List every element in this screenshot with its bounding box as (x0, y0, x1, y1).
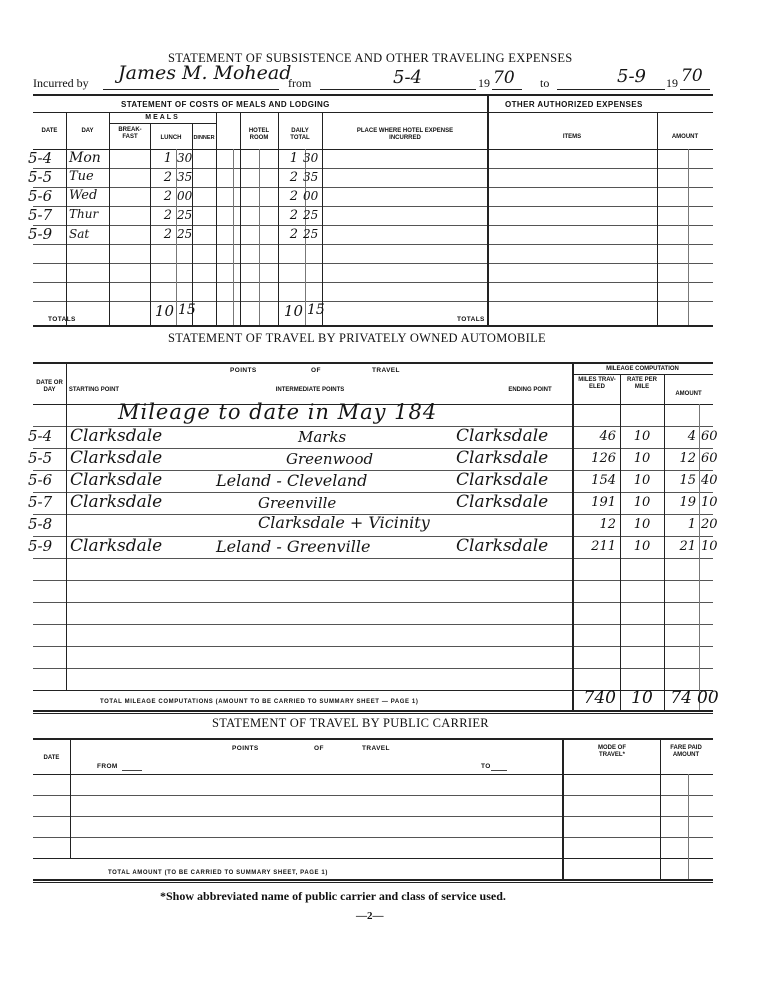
meals-day: Mon (69, 150, 101, 166)
auto-amount-cents: 60 (701, 429, 718, 444)
public-col-fare: FARE PAID AMOUNT (670, 745, 702, 758)
auto-intermediate: Clarksdale + Vicinity (258, 513, 430, 532)
auto-amount-cents: 20 (701, 517, 718, 532)
col-lunch: LUNCH (160, 135, 182, 141)
auto-end: Clarksdale (456, 536, 549, 556)
auto-date: 5-8 (28, 515, 53, 533)
public-col-points: POINTS (232, 745, 259, 752)
auto-amount-dollars: 4 (687, 429, 696, 444)
meals-total-cents: 30 (303, 151, 319, 165)
to-label: to (540, 76, 550, 90)
auto-col-miles: MILES TRAV-ELED (578, 377, 616, 390)
col-day: DAY (81, 128, 94, 134)
meals-total-dollars: 2 (289, 208, 298, 223)
auto-date: 5-7 (28, 493, 53, 511)
incurred-by-label: Incurred by (33, 76, 89, 90)
public-heading: STATEMENT OF TRAVEL BY PUBLIC CARRIER (212, 716, 489, 730)
col-daily-total: DAILY TOTAL (290, 128, 310, 141)
public-total-label: TOTAL AMOUNT (TO BE CARRIED TO SUMMARY SHEET, PAGE 1) (108, 870, 328, 876)
auto-start: Clarksdale (70, 536, 163, 556)
auto-amount-cents: 10 (701, 495, 718, 510)
auto-amount-dollars: 19 (679, 495, 696, 510)
meals-lunch-dollars: 1 (163, 151, 172, 166)
col-date: DATE (41, 128, 58, 134)
total-amount-dollars: 74 (670, 688, 692, 708)
auto-col-points: POINTS (230, 367, 257, 374)
meals-day: Thur (69, 207, 99, 221)
col-place: PLACE WHERE HOTEL EXPENSE INCURRED (356, 128, 454, 141)
auto-intermediate: Greenville (258, 494, 337, 512)
form-title: STATEMENT OF SUBSISTENCE AND OTHER TRAVELING EXPENSES (168, 51, 573, 65)
col-meals: MEALS (145, 114, 180, 121)
meals-lunch-cents: 00 (177, 189, 193, 203)
meals-totals-label: TOTALS (48, 316, 76, 323)
auto-col-date: DATE OR DAY (36, 380, 63, 393)
meals-total-cents: 35 (303, 170, 319, 184)
auto-miles: 46 (599, 429, 616, 444)
meals-date: 5-4 (28, 149, 53, 167)
total-amount-cents: 00 (697, 688, 719, 708)
col-hotel-room: HOTEL ROOM (248, 128, 270, 141)
auto-col-starting: STARTING POINT (68, 387, 120, 393)
auto-miles: 126 (591, 451, 616, 466)
auto-date: 5-5 (28, 449, 53, 467)
page-number: —2— (356, 910, 384, 922)
meals-total-dollars: 2 (289, 189, 298, 204)
auto-end: Clarksdale (456, 448, 549, 468)
auto-amount-dollars: 15 (679, 473, 696, 488)
mileage-total-label: TOTAL MILEAGE COMPUTATIONS (AMOUNT TO BE CARRIED TO SUMMARY SHEET — PAGE 1) (100, 699, 419, 705)
auto-miles: 12 (599, 517, 616, 532)
meals-total-dollars: 2 (289, 170, 298, 185)
auto-rate: 10 (633, 429, 651, 444)
meals-total-dollars: 2 (289, 227, 298, 242)
meals-total-cents: 00 (303, 189, 319, 203)
meals-total-dollars: 1 (289, 151, 298, 166)
auto-rate: 10 (633, 539, 651, 554)
auto-rate: 10 (633, 495, 651, 510)
to-date: 5-9 (617, 66, 646, 87)
public-col-travel: TRAVEL (362, 745, 390, 752)
meals-lunch-cents: 25 (177, 227, 193, 241)
auto-miles: 154 (591, 473, 616, 488)
meals-rows (28, 149, 328, 244)
to-year: 70 (681, 66, 703, 86)
auto-start: Clarksdale (70, 448, 163, 468)
public-col-date: DATE (43, 755, 60, 761)
meals-date: 5-9 (28, 225, 53, 243)
col-amount: AMOUNT (671, 134, 699, 140)
auto-col-ending: ENDING POINT (508, 387, 552, 393)
auto-col-of: OF (311, 367, 321, 374)
auto-date: 5-4 (28, 427, 53, 445)
auto-amount-cents: 60 (701, 451, 718, 466)
meals-date: 5-7 (28, 206, 53, 224)
from-year: 70 (493, 68, 515, 88)
meals-date: 5-5 (28, 168, 53, 186)
auto-start: Clarksdale (70, 470, 163, 490)
meals-total-cents: 25 (303, 227, 319, 241)
meals-lunch-cents: 25 (177, 208, 193, 222)
lunch-total-dollars: 10 (154, 302, 174, 320)
other-expenses-heading: OTHER AUTHORIZED EXPENSES (505, 100, 643, 109)
auto-col-rate: RATE PER MILE (627, 377, 657, 390)
from-year-prefix: 19 (478, 76, 490, 90)
meals-lunch-dollars: 2 (163, 227, 172, 242)
col-dinner: DINNER (193, 135, 215, 141)
mileage-note: Mileage to date in May 184 (118, 400, 438, 424)
total-miles: 740 (583, 688, 616, 708)
auto-start: Clarksdale (70, 492, 163, 512)
meals-day: Wed (69, 188, 98, 203)
auto-col-mileage: MILEAGE COMPUTATION (606, 366, 679, 372)
auto-rate: 10 (633, 473, 651, 488)
auto-col-amount: AMOUNT (675, 391, 702, 397)
auto-intermediate: Greenwood (286, 450, 374, 468)
auto-intermediate: Leland - Greenville (216, 537, 371, 556)
auto-heading: STATEMENT OF TRAVEL BY PRIVATELY OWNED AUTOMOBILE (168, 331, 546, 345)
from-label: from (288, 76, 312, 90)
footnote: *Show abbreviated name of public carrier and class of service used. (160, 889, 506, 903)
auto-amount-cents: 10 (701, 539, 718, 554)
meals-day: Sat (69, 227, 90, 241)
auto-amount-dollars: 21 (679, 539, 696, 554)
from-date: 5-4 (393, 67, 422, 88)
auto-miles: 211 (591, 539, 616, 554)
meals-lunch-dollars: 2 (163, 170, 172, 185)
public-col-mode: MODE OF TRAVEL* (598, 745, 626, 758)
col-breakfast: BREAK-FAST (118, 127, 142, 140)
public-col-of: OF (314, 745, 324, 752)
lunch-total-cents: 15 (178, 302, 196, 318)
incurred-by-name: James M. Mohead (118, 62, 292, 84)
auto-col-intermediate: INTERMEDIATE POINTS (275, 387, 345, 393)
auto-intermediate: Leland - Cleveland (216, 471, 368, 490)
auto-date: 5-6 (28, 471, 53, 489)
col-items: ITEMS (562, 134, 582, 140)
daily-total-cents: 15 (307, 302, 325, 318)
meals-lunch-dollars: 2 (163, 189, 172, 204)
auto-rate: 10 (633, 451, 651, 466)
auto-amount-cents: 40 (701, 473, 718, 488)
auto-amount-dollars: 12 (679, 451, 696, 466)
meals-heading: STATEMENT OF COSTS OF MEALS AND LODGING (121, 100, 330, 109)
auto-rows (28, 426, 718, 558)
meals-totals-label-right: TOTALS (457, 316, 485, 323)
auto-end: Clarksdale (456, 470, 549, 490)
daily-total-dollars: 10 (283, 302, 303, 320)
meals-total-cents: 25 (303, 208, 319, 222)
meals-day: Tue (69, 169, 94, 184)
auto-start: Clarksdale (70, 426, 163, 446)
auto-amount-dollars: 1 (687, 517, 696, 532)
total-rate: 10 (631, 688, 653, 708)
auto-end: Clarksdale (456, 426, 549, 446)
auto-miles: 191 (591, 495, 616, 510)
meals-lunch-cents: 30 (177, 151, 193, 165)
meals-lunch-dollars: 2 (163, 208, 172, 223)
public-col-to: TO (481, 763, 491, 770)
meals-lunch-cents: 35 (177, 170, 193, 184)
auto-end: Clarksdale (456, 492, 549, 512)
auto-date: 5-9 (28, 537, 53, 555)
to-year-prefix: 19 (666, 76, 678, 90)
meals-date: 5-6 (28, 187, 53, 205)
auto-col-travel: TRAVEL (372, 367, 400, 374)
public-col-from: FROM (97, 763, 118, 770)
auto-intermediate: Marks (298, 428, 347, 446)
auto-rate: 10 (633, 517, 651, 532)
